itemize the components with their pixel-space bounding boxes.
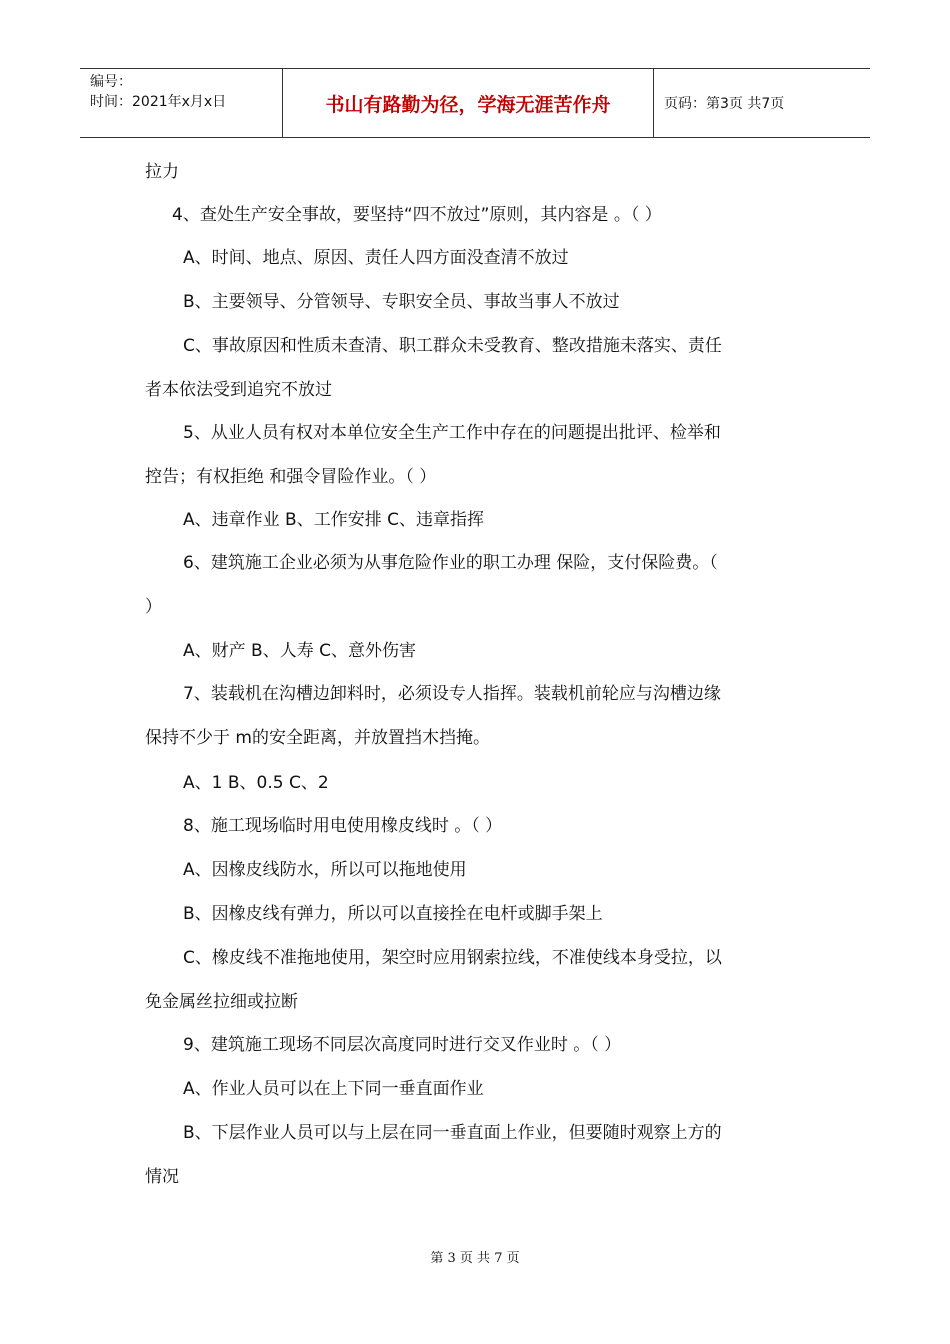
option-line: C、事故原因和性质未查清、职工群众未受教育、整改措施未落实、责任 <box>183 336 722 356</box>
text-line: 情况 <box>145 1167 179 1187</box>
text-line: 者本依法受到追究不放过 <box>145 380 332 400</box>
text-line: 免金属丝拉细或拉断 <box>145 992 298 1012</box>
option-line: A、财产 B、人寿 C、意外伤害 <box>183 641 416 661</box>
text-line: ） <box>145 597 162 617</box>
question-9: 9、建筑施工现场不同层次高度同时进行交叉作业时 。（ ） <box>183 1035 622 1055</box>
option-line: C、橡皮线不准拖地使用，架空时应用钢索拉线，不准使线本身受拉，以 <box>183 948 722 968</box>
text-line: 控告；有权拒绝 和强令冒险作业。（ ） <box>145 467 437 487</box>
header-page-info: 页码：第3页 共7页 <box>664 96 785 112</box>
page-footer: 第 3 页 共 7 页 <box>430 1251 520 1266</box>
question-7: 7、装载机在沟槽边卸料时，必须设专人指挥。装载机前轮应与沟槽边缘 <box>183 684 721 704</box>
text-line: 拉力 <box>145 162 179 182</box>
header-meta <box>80 69 282 137</box>
page-header <box>80 68 870 138</box>
header-motto: 书山有路勤为径，学海无涯苦作舟 <box>282 69 654 137</box>
option-line: A、时间、地点、原因、责任人四方面没查清不放过 <box>183 248 569 268</box>
document-time-label: 时间：2021年x月x日 <box>90 94 227 110</box>
question-5: 5、从业人员有权对本单位安全生产工作中存在的问题提出批评、检举和 <box>183 423 721 443</box>
option-line: A、1 B、0.5 C、2 <box>183 773 329 793</box>
option-line: A、因橡皮线防水，所以可以拖地使用 <box>183 860 467 880</box>
text-line: 保持不少于 m的安全距离，并放置挡木挡掩。 <box>145 728 490 748</box>
option-line: A、违章作业 B、工作安排 C、违章指挥 <box>183 510 484 530</box>
question-4: 4、查处生产安全事故，要坚持“四不放过”原则，其内容是 。（ ） <box>172 205 662 225</box>
option-line: B、主要领导、分管领导、专职安全员、事故当事人不放过 <box>183 292 620 312</box>
question-6: 6、建筑施工企业必须为从事危险作业的职工办理 保险，支付保险费。（ <box>183 553 718 573</box>
option-line: B、下层作业人员可以与上层在同一垂直面上作业，但要随时观察上方的 <box>183 1123 722 1143</box>
question-8: 8、施工现场临时用电使用橡皮线时 。（ ） <box>183 816 503 836</box>
option-line: A、作业人员可以在上下同一垂直面作业 <box>183 1079 484 1099</box>
document-number-label: 编号： <box>90 74 132 90</box>
option-line: B、因橡皮线有弹力，所以可以直接拴在电杆或脚手架上 <box>183 904 603 924</box>
